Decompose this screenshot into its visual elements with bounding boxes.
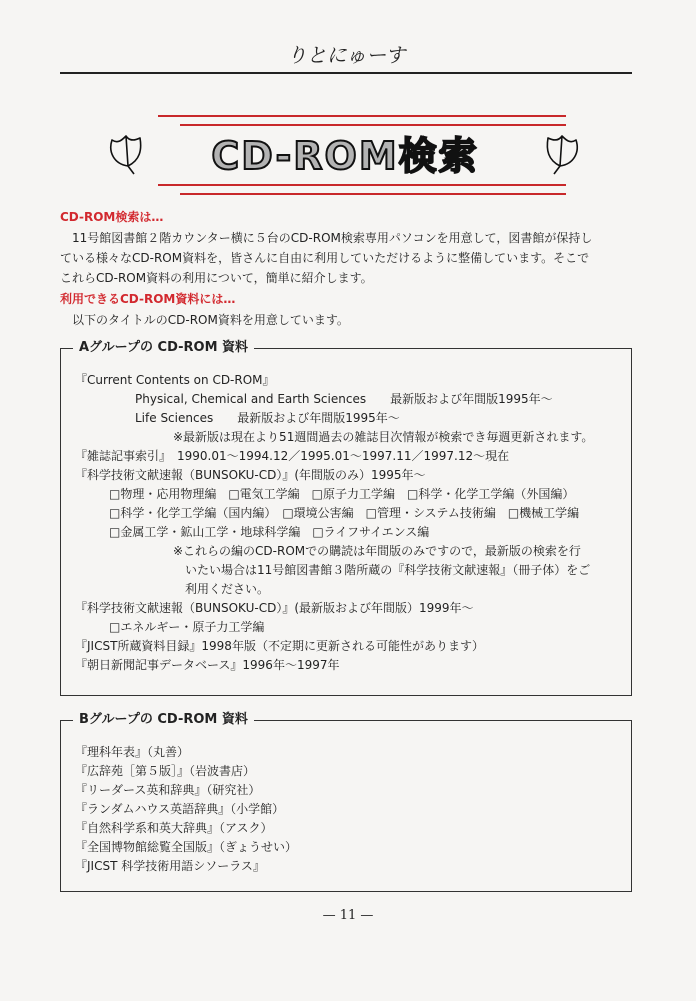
ginkgo-leaf-icon (528, 130, 584, 180)
ginkgo-leaf-icon (104, 130, 160, 180)
group-title: Bグループの CD-ROM 資料 (73, 710, 254, 730)
title-banner (100, 110, 600, 202)
edition-line: □科学・化学工学編（国内編） □環境公害編 □管理・システム技術編 □機械工学編 (109, 506, 580, 520)
edition-line: □エネルギー・原子力工学編 (109, 620, 265, 634)
title-rule (158, 115, 566, 117)
intro-paragraph (60, 228, 632, 288)
resource-line: 『科学技術文献速報（BUNSOKU-CD）』(最新版および年間版）1999年～ (75, 601, 474, 615)
resource-line: 『理科年表』（丸善） (75, 745, 190, 759)
header-title: りとにゅーす (286, 43, 406, 67)
note-line: 利用ください。 (185, 582, 270, 596)
section-heading: CD-ROM検索は… (60, 210, 164, 224)
group-b-box (60, 712, 632, 892)
title-rule (158, 184, 566, 186)
resource-line: 『リーダース英和辞典』（研究社） (75, 783, 261, 797)
paragraph-line: これらCD-ROM資料の利用について，簡単に紹介します。 (60, 271, 373, 285)
resource-line: Life Sciences 最新版および年間版1995年～ (135, 411, 400, 425)
section-heading: 利用できるCD-ROM資料には… (60, 292, 236, 306)
intro-paragraph: 以下のタイトルのCD-ROM資料を用意しています。 (72, 313, 349, 327)
resource-line: 『Current Contents on CD-ROM』 (75, 373, 275, 387)
resource-line: 『JICST 科学技術用語シソーラス』 (75, 859, 265, 873)
title-rule (180, 124, 566, 126)
page-title: CD-ROM検索 (211, 134, 479, 178)
resource-line: 『雑誌記事索引』 1990.01～1994.12／1995.01～1997.11／1997.12～現在 (75, 449, 510, 463)
note-line: いたい場合は11号館図書館３階所蔵の『科学技術文献速報』（冊子体）をご (185, 563, 591, 577)
resource-line: 『朝日新聞記事データベース』1996年～1997年 (75, 658, 340, 672)
note-line: ※これらの編のCD-ROMでの購読は年間版のみですので，最新版の検索を行 (173, 544, 581, 558)
resource-line: 『科学技術文献速報（BUNSOKU-CD）』(年間版のみ）1995年～ (75, 468, 426, 482)
resource-line: 『全国博物館総覧全国版』（ぎょうせい） (75, 840, 298, 854)
resource-line: Physical, Chemical and Earth Sciences 最新版および年間版1995年～ (135, 392, 553, 406)
resource-line: 『自然科学系和英大辞典』（アスク） (75, 821, 273, 835)
note-line: ※最新版は現在より51週間過去の雑誌目次情報が検索でき毎週更新されます。 (173, 430, 594, 444)
group-title: Aグループの CD-ROM 資料 (73, 338, 254, 358)
group-a-box (60, 340, 632, 696)
resource-line: 『ランダムハウス英語辞典』（小学館） (75, 802, 285, 816)
title-rule (180, 193, 566, 195)
edition-line: □物理・応用物理編 □電気工学編 □原子力工学編 □科学・化学工学編（外国編） (109, 487, 575, 501)
paragraph-line: ている様々なCD-ROM資料を，皆さんに自由に利用していただけるように整備しています。そこで (60, 251, 590, 265)
resource-line: 『JICST所蔵資料目録』1998年版（不定期に更新される可能性があります） (75, 639, 484, 653)
page-header (60, 40, 632, 74)
edition-line: □金属工学・鉱山工学・地球科学編 □ライフサイエンス編 (109, 525, 430, 539)
resource-line: 『広辞苑［第５版］』（岩波書店） (75, 764, 256, 778)
paragraph-line: 11号館図書館２階カウンター横に５台のCD-ROM検索専用パソコンを用意して，図書館が保持し (72, 231, 593, 245)
page-number: — 11 — (322, 908, 374, 923)
